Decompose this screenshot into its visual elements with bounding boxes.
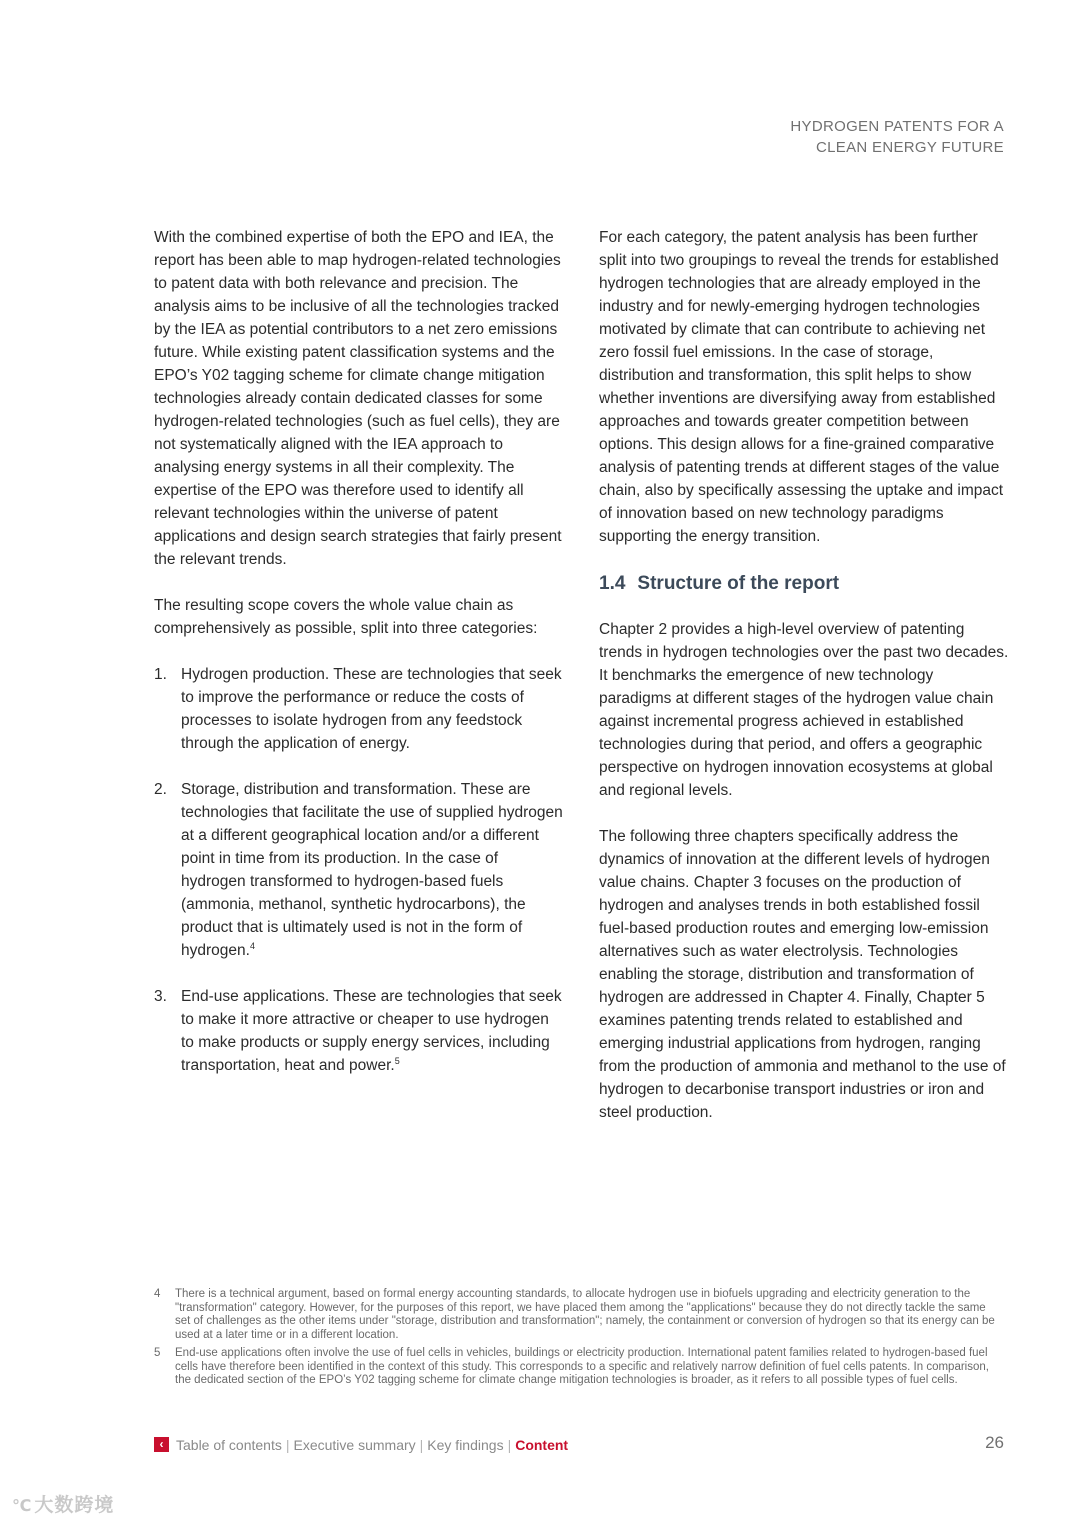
running-header (790, 116, 1004, 158)
footnote (154, 1347, 1004, 1388)
paragraph-groupings: For each category, the patent analysis has been further split into two groupings to reveal the trends for established hydrogen technologies that are already employed in the industry and for newly-emerging hydrogen technologies motivated by climate that can contribute to achieving net zero fossil fuel emissions. In the case of storage, distribution and transformation, this split helps to show whether inventions are diversifying away from established approaches and towards greater competition between options. This design allows for a fine-grained comparative analysis of patenting trends at different stages of the value chain, also by specifically assessing the uptake and impact of innovation based on new technology paradigms supporting the energy transition. (599, 229, 1004, 545)
list-item-text: Storage, distribution and transformation. These are technologies that facilitate the use of supplied hydrogen at a different geographical location and/or a different point in time from its production. In the case of hydrogen transformed to hydrogen-based fuels (ammonia, methanol, synthetic hydrocarbons), the product that is ultimately used is not in the form of hydrogen. (181, 781, 563, 959)
paragraph-chapter-2: Chapter 2 provides a high-level overview of patenting trends in hydrogen technologies over the past two decades. It benchmarks the emergence of new technology paradigms at different stages of the hydrogen value chain against incremental progress achieved in established technologies during that period, and offers a geographic perspective on hydrogen innovation ecosystems at global and regional levels. (599, 621, 1009, 799)
watermark-text: 大数跨境 (34, 1495, 115, 1516)
paragraph-scope: The resulting scope covers the whole value chain as comprehensively as possible, split into three categories: (154, 597, 538, 637)
category-list (154, 663, 564, 1077)
logo-mark-icon: ℃ (12, 1498, 33, 1515)
nav-link-table-of-contents[interactable]: Table of contents (176, 1437, 282, 1453)
running-header-line2: CLEAN ENERGY FUTURE (816, 139, 1004, 156)
footnote-ref-5[interactable]: 5 (394, 1056, 400, 1066)
nav-separator: | (285, 1437, 290, 1453)
back-arrow-icon[interactable]: ‹ (154, 1437, 169, 1452)
list-item (154, 778, 564, 962)
list-item-number: 2. (154, 781, 167, 798)
paragraph-chapters-3-5: The following three chapters specifically address the dynamics of innovation at the different levels of hydrogen value chains. Chapter 3 focuses on the production of hydrogen and analyses trends in both established fossil fuel-based production routes and emerging low-emission alternatives such as water electrolysis. Technologies enabling the storage, distribution and transformation of hydrogen are addressed in Chapter 4. Finally, Chapter 5 examines patenting trends related to established and emerging industrial applications from hydrogen, ranging from the production of ammonia and methanol to the use of hydrogen to decarbonise transport industries or iron and steel production. (599, 828, 1006, 1121)
footer-nav (176, 1436, 568, 1454)
list-item-number: 3. (154, 988, 167, 1005)
nav-link-key-findings[interactable]: Key findings (427, 1437, 504, 1453)
list-item-number: 1. (154, 666, 167, 683)
footnote-number: 4 (154, 1288, 161, 1300)
nav-link-content[interactable]: Content (515, 1437, 569, 1453)
page-footer (154, 1433, 1004, 1456)
footnote-ref-4[interactable]: 4 (249, 941, 255, 951)
footnote-number: 5 (154, 1347, 161, 1359)
footnotes (154, 1288, 1004, 1393)
watermark (12, 1493, 114, 1520)
footnote (154, 1288, 1004, 1342)
running-header-line1: HYDROGEN PATENTS FOR A (790, 118, 1004, 135)
section-title: Structure of the report (637, 573, 840, 594)
page-number: 26 (985, 1433, 1004, 1452)
list-item (154, 985, 564, 1077)
right-column (599, 226, 1009, 1147)
section-number: 1.4 (599, 573, 626, 594)
list-item-text: End-use applications. These are technologies that seek to make it more attractive or cheaper to use hydrogen to make products or supply energy services, including transportation, heat and power. (181, 988, 562, 1074)
list-item-text: Hydrogen production. These are technologies that seek to improve the performance or reduce the costs of processes to isolate hydrogen from any feedstock through the application of energy. (181, 666, 562, 752)
nav-separator: | (419, 1437, 424, 1453)
list-item (154, 663, 564, 755)
section-heading (599, 571, 1009, 597)
nav-separator: | (507, 1437, 512, 1453)
left-column (154, 226, 564, 1100)
footnote-text: End-use applications often involve the use of fuel cells in vehicles, buildings or electricity production. International patent families related to hydrogen-based fuel cells have therefore been identified in the context of this study. This corresponds to a specific and relatively narrow definition of fuel cells patents. In comparison, the dedicated section of the EPO’s Y02 tagging scheme for climate change mitigation technologies is broader, as it refers to all possible types of fuel cells. (175, 1347, 989, 1386)
footnote-text: There is a technical argument, based on formal energy accounting standards, to allocate hydrogen use in biofuels upgrading and electricity generation to the "transformation" category. However, for the purposes of this report, we have placed them among the "applications" because they do not directly tackle the same set of challenges as the other items under "storage, distribution and transformation"; namely, the containment or conversion of hydrogen so that its energy can be used at a later time or in a different location. (175, 1288, 995, 1341)
nav-link-executive-summary[interactable]: Executive summary (293, 1437, 416, 1453)
paragraph-expertise: With the combined expertise of both the EPO and IEA, the report has been able to map hydrogen-related technologies to patent data with both relevance and precision. The analysis aims to be inclusive of all the technologies tracked by the IEA as potential contributors to a net zero emissions future. While existing patent classification systems and the EPO’s Y02 tagging scheme for climate change mitigation technologies already contain dedicated classes for some hydrogen-related technologies (such as fuel cells), they are not systematically aligned with the IEA approach to analysing energy systems in all their complexity. The expertise of the EPO was therefore used to identify all relevant technologies within the universe of patent applications and design search strategies that fairly present the relevant trends. (154, 229, 562, 568)
